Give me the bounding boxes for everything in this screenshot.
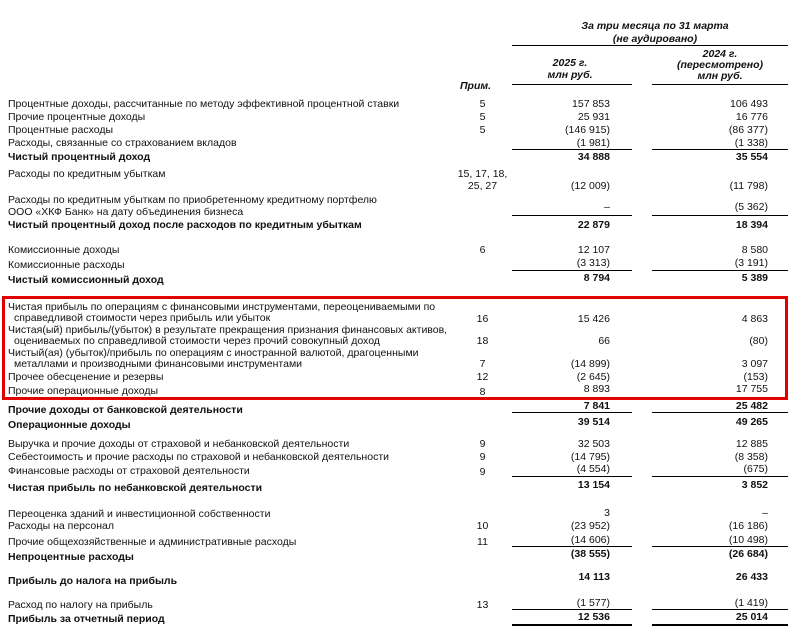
row-label: Финансовые расходы от страховой деятельности xyxy=(8,465,250,477)
row-value-2024: 5 389 xyxy=(741,272,768,284)
row-value-2024: (11 798) xyxy=(729,180,768,192)
row-value-2025: (4 554) xyxy=(576,463,610,475)
row-value-2024: 106 493 xyxy=(730,98,768,110)
row-value-2024: (16 186) xyxy=(728,520,768,532)
row-label: ООО «ХКФ Банк» на дату объединения бизнеса xyxy=(8,206,244,218)
row-note: 12 xyxy=(476,371,489,383)
row-value-2025: 8 794 xyxy=(583,272,610,284)
col-2024-restated: (пересмотрено) xyxy=(677,59,763,71)
row-label: Переоценка зданий и инвестиционной собственности xyxy=(8,508,271,520)
subtotal-line xyxy=(512,215,632,216)
row-value-2024: (3 191) xyxy=(734,257,768,269)
row-value-2025: 39 514 xyxy=(577,416,610,428)
row-value-2025: (2 645) xyxy=(576,371,610,383)
row-note: 7 xyxy=(479,358,486,370)
subtotal-line xyxy=(512,412,632,413)
row-label-total: Непроцентные расходы xyxy=(8,551,134,563)
row-label: Чистый(ая) (убыток)/прибыль по операциям с иностранной валютой, драгоценными xyxy=(8,347,419,359)
row-note: 16 xyxy=(476,313,489,325)
row-label: Расходы по кредитным убыткам по приобретенному кредитному портфелю xyxy=(8,194,377,206)
col-2024-year: 2024 г. xyxy=(702,48,738,60)
row-value-2024: 16 776 xyxy=(735,111,768,123)
row-value-2024: 35 554 xyxy=(735,151,768,163)
row-label: Расход по налогу на прибыль xyxy=(8,599,153,611)
row-value-2025: 13 154 xyxy=(577,479,610,491)
row-value-2024: (1 338) xyxy=(734,137,768,149)
row-label-total: Чистый процентный доход xyxy=(8,151,151,163)
row-value-2024: (8 358) xyxy=(734,451,768,463)
row-value-2024: 12 885 xyxy=(735,438,768,450)
row-label-total: Прочие доходы от банковской деятельности xyxy=(8,404,243,416)
col-2025-year: 2025 г. xyxy=(552,57,588,69)
row-value-2025: 15 426 xyxy=(577,313,610,325)
row-label-total: Чистый процентный доход после расходов по кредитным убыткам xyxy=(8,219,362,231)
note-column-header: Прим. xyxy=(460,80,492,92)
row-note: 10 xyxy=(476,520,489,532)
row-label: Расходы на персонал xyxy=(8,520,114,532)
row-label: металлами и производными финансовыми инструментами xyxy=(14,358,303,370)
col-2024-underline xyxy=(652,84,788,85)
subtotal-line xyxy=(652,215,788,216)
subtotal-line xyxy=(512,270,632,271)
row-value-2025: 34 888 xyxy=(577,151,610,163)
row-value-2025: 12 536 xyxy=(577,611,610,623)
row-value-2024: (1 419) xyxy=(734,597,768,609)
subtotal-line xyxy=(512,476,632,477)
subtotal-line xyxy=(652,412,788,413)
audit-status: (не аудировано) xyxy=(612,33,698,45)
subtotal-line xyxy=(652,546,788,547)
header-divider xyxy=(512,45,788,46)
subtotal-line xyxy=(652,476,788,477)
row-value-2024: 3 097 xyxy=(741,358,768,370)
row-label: Процентные доходы, рассчитанные по методу эффективной процентной ставки xyxy=(8,98,400,110)
row-label: Прочие процентные доходы xyxy=(8,111,146,123)
final-double-line xyxy=(512,624,632,626)
row-label: Расходы по кредитным убыткам xyxy=(8,168,166,180)
subtotal-line xyxy=(652,609,788,610)
period-header: За три месяца по 31 марта xyxy=(581,20,729,32)
row-label: Себестоимость и прочие расходы по страховой и небанковской деятельности xyxy=(8,451,389,463)
row-value-2025: (38 555) xyxy=(570,548,610,560)
row-label-total: Чистая прибыль по небанковской деятельности xyxy=(8,482,263,494)
row-note: 18 xyxy=(476,335,489,347)
row-value-2024: 4 863 xyxy=(741,313,768,325)
row-label: оцениваемых по справедливой стоимости через прочий совокупный доход xyxy=(14,335,380,347)
row-label-total: Прибыль за отчетный период xyxy=(8,613,165,625)
row-value-2025: 7 841 xyxy=(583,400,610,412)
row-value-2025: 3 xyxy=(604,507,610,519)
row-value-2024: 26 433 xyxy=(735,571,768,583)
row-value-2024: (675) xyxy=(743,463,768,475)
row-value-2024: (26 684) xyxy=(728,548,768,560)
row-value-2025: (14 606) xyxy=(570,534,610,546)
subtotal-line xyxy=(512,546,632,547)
row-value-2024: 18 394 xyxy=(735,219,768,231)
row-value-2025: 157 853 xyxy=(572,98,610,110)
row-value-2025: (1 577) xyxy=(576,597,610,609)
row-label-total: Операционные доходы xyxy=(8,419,131,431)
row-value-2024: (86 377) xyxy=(728,124,768,136)
row-note: 8 xyxy=(479,386,486,398)
row-note: 25, 27 xyxy=(467,180,498,192)
row-value-2025: 8 893 xyxy=(583,383,610,395)
row-value-2024: 49 265 xyxy=(735,416,768,428)
row-note: 9 xyxy=(479,466,486,478)
row-label: Комиссионные доходы xyxy=(8,244,120,256)
row-value-2024: 25 482 xyxy=(735,400,768,412)
row-value-2025: 66 xyxy=(598,335,610,347)
row-value-2025: (1 981) xyxy=(576,137,610,149)
row-label: Прочие операционные доходы xyxy=(8,385,159,397)
row-note: 15, 17, 18, xyxy=(457,168,508,180)
subtotal-line xyxy=(652,149,788,150)
row-value-2024: 25 014 xyxy=(735,611,768,623)
row-label-total: Прибыль до налога на прибыль xyxy=(8,575,178,587)
row-label: Расходы, связанные со страхованием вкладов xyxy=(8,137,237,149)
row-note: 9 xyxy=(479,451,486,463)
row-note: 5 xyxy=(479,98,486,110)
row-note: 5 xyxy=(479,111,486,123)
row-label: Комиссионные расходы xyxy=(8,259,125,271)
row-label: Прочие общехозяйственные и административные расходы xyxy=(8,536,297,548)
row-value-2024: – xyxy=(762,507,768,519)
row-label: справедливой стоимости через прибыль или убыток xyxy=(14,312,271,324)
row-value-2025: (14 899) xyxy=(570,358,610,370)
row-value-2025: (23 952) xyxy=(570,520,610,532)
row-value-2025: 14 113 xyxy=(578,571,610,583)
row-value-2024: (5 362) xyxy=(734,201,768,213)
row-label: Прочее обесценение и резервы xyxy=(8,371,164,383)
row-value-2024: 3 852 xyxy=(741,479,768,491)
row-value-2025: (12 009) xyxy=(570,180,610,192)
row-value-2025: 12 107 xyxy=(577,244,610,256)
col-2025-unit: млн руб. xyxy=(547,69,593,81)
row-value-2024: (10 498) xyxy=(728,534,768,546)
row-note: 6 xyxy=(479,244,486,256)
row-note: 13 xyxy=(476,599,489,611)
row-label: Чистая прибыль по операциям с финансовыми инструментами, переоцениваемыми по xyxy=(8,301,436,313)
subtotal-line xyxy=(652,270,788,271)
col-2025-underline xyxy=(512,84,632,85)
row-label: Процентные расходы xyxy=(8,124,114,136)
subtotal-line xyxy=(512,149,632,150)
row-note: 11 xyxy=(477,536,488,548)
row-value-2024: 17 755 xyxy=(735,383,768,395)
row-label: Чистая(ый) прибыль/(убыток) в результате прекращения признания финансовых активов, xyxy=(8,324,448,336)
row-value-2025: (14 795) xyxy=(570,451,610,463)
row-value-2025: 22 879 xyxy=(577,219,610,231)
row-note: 5 xyxy=(479,124,486,136)
row-value-2024: (153) xyxy=(743,371,768,383)
row-value-2025: (3 313) xyxy=(576,257,610,269)
row-label-total: Чистый комиссионный доход xyxy=(8,274,164,286)
row-value-2025: 32 503 xyxy=(577,438,610,450)
row-value-2025: – xyxy=(604,201,610,213)
row-value-2025: 25 931 xyxy=(577,111,610,123)
row-label: Выручка и прочие доходы от страховой и небанковской деятельности xyxy=(8,438,350,450)
col-2024-unit: млн руб. xyxy=(697,70,743,82)
final-double-line xyxy=(652,624,788,626)
row-value-2024: (80) xyxy=(749,335,768,347)
row-note: 9 xyxy=(479,438,486,450)
subtotal-line xyxy=(512,609,632,610)
row-value-2024: 8 580 xyxy=(741,244,768,256)
row-value-2025: (146 915) xyxy=(565,124,610,136)
